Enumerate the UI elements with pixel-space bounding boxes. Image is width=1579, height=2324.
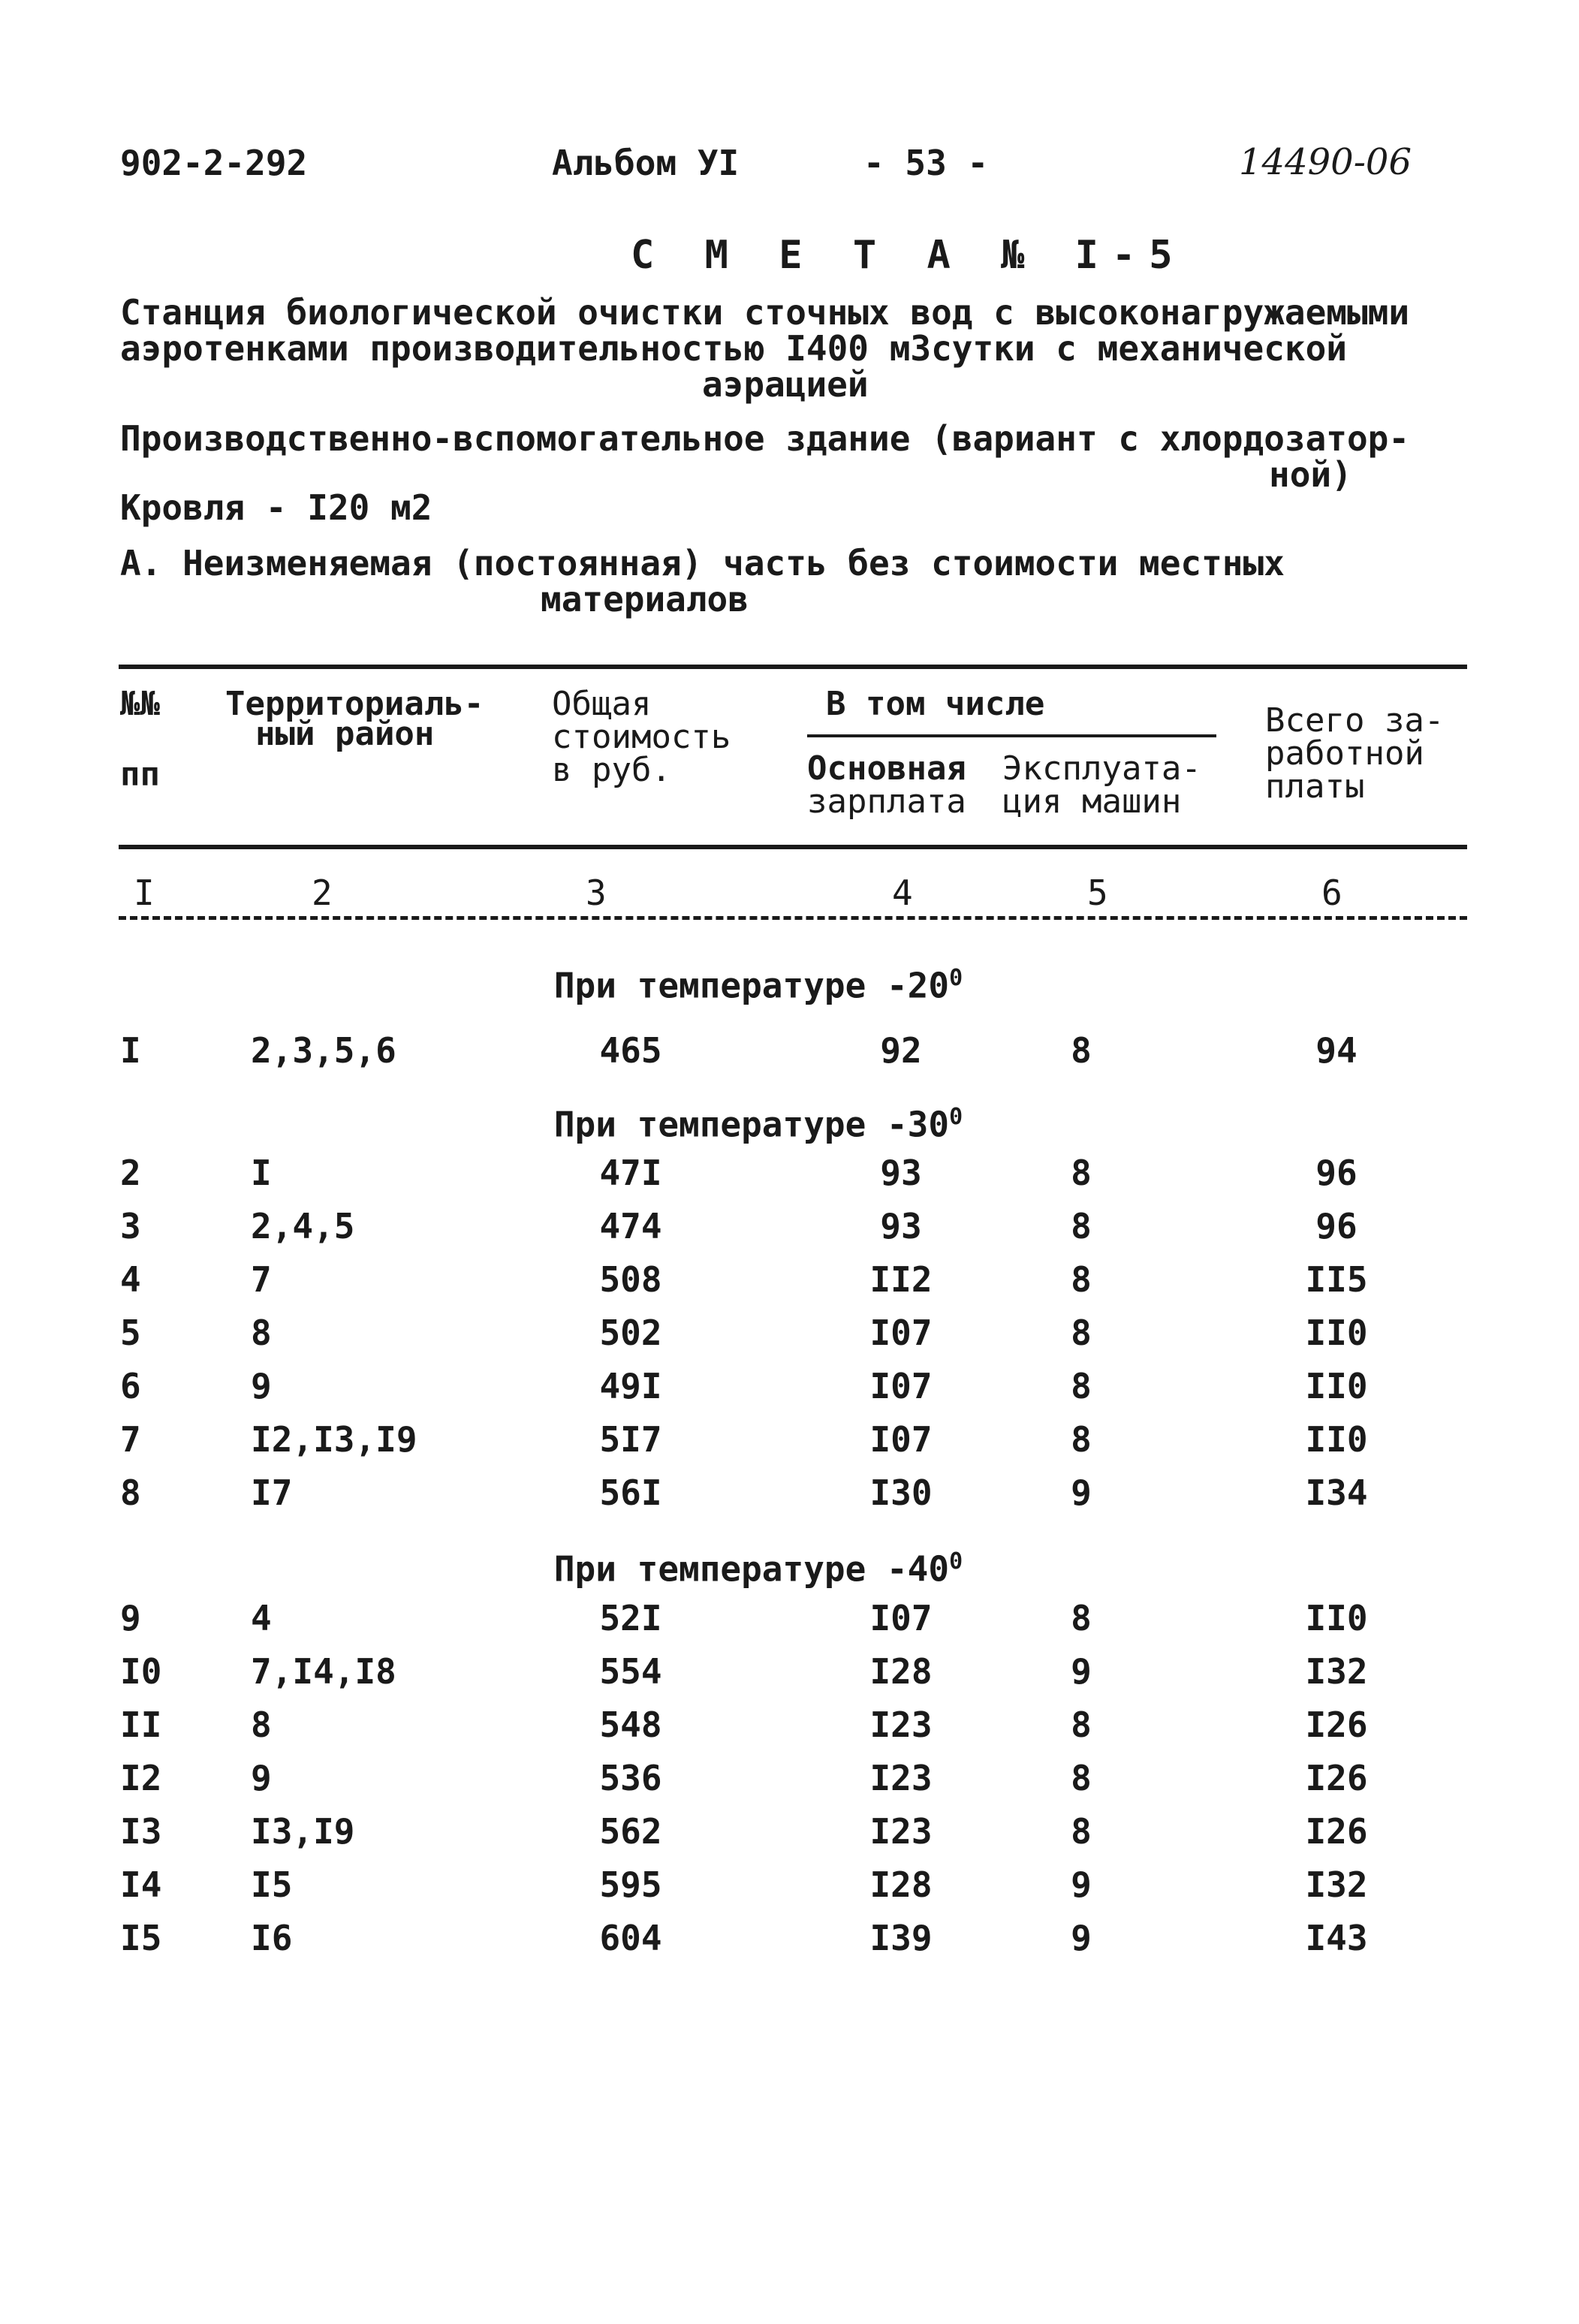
row-machines: 8 — [1071, 1206, 1092, 1246]
description-line-2: аэротенками производительностью I400 м3сутки с механической — [120, 328, 1347, 369]
row-machines: 8 — [1071, 1811, 1092, 1852]
col-head-region-2: ный район — [255, 715, 435, 753]
part-a-line-2: материалов — [541, 579, 749, 619]
row-total-cost: 52I — [599, 1598, 662, 1638]
col-head-region-1: Территориаль- — [225, 685, 484, 723]
col-number-3: 3 — [586, 873, 607, 913]
row-total-cost: 465 — [599, 1030, 662, 1071]
col-head-incl: В том числе — [826, 685, 1045, 723]
row-total-wage: 96 — [1315, 1206, 1358, 1246]
row-region: I — [251, 1153, 272, 1193]
row-region: 7,I4,I8 — [251, 1651, 396, 1692]
col-head-total-1: Общая — [552, 685, 652, 723]
row-wage: 92 — [880, 1030, 922, 1071]
incl-divider — [807, 734, 1216, 737]
row-num: 6 — [120, 1366, 141, 1406]
row-num: I5 — [120, 1918, 162, 1958]
col-head-machines-2: ция машин — [1002, 782, 1182, 821]
row-total-wage: II0 — [1305, 1366, 1368, 1406]
row-num: II — [120, 1705, 162, 1745]
col-head-total-wage-2: работной — [1265, 734, 1424, 773]
row-region: I6 — [251, 1918, 293, 1958]
header-bottom-rule — [119, 845, 1467, 849]
row-region: 9 — [251, 1758, 272, 1798]
row-total-cost: 49I — [599, 1366, 662, 1406]
row-machines: 8 — [1071, 1153, 1092, 1193]
row-total-cost: 536 — [599, 1758, 662, 1798]
row-num: I3 — [120, 1811, 162, 1852]
row-wage: I28 — [869, 1651, 933, 1692]
row-wage: 93 — [880, 1153, 922, 1193]
col-number-6: 6 — [1321, 873, 1342, 913]
row-machines: 8 — [1071, 1758, 1092, 1798]
row-wage: I07 — [869, 1598, 933, 1638]
row-total-wage: I43 — [1305, 1918, 1368, 1958]
row-region: 8 — [251, 1313, 272, 1353]
table-top-rule — [119, 665, 1467, 669]
col-head-total-2: стоимость — [552, 718, 731, 756]
row-region: 7 — [251, 1259, 272, 1300]
row-machines: 8 — [1071, 1259, 1092, 1300]
row-total-wage: 96 — [1315, 1153, 1358, 1193]
row-region: 2,4,5 — [251, 1206, 355, 1246]
col-number-1: I — [134, 873, 155, 913]
row-wage: I39 — [869, 1918, 933, 1958]
row-machines: 8 — [1071, 1419, 1092, 1460]
row-num: 7 — [120, 1419, 141, 1460]
row-region: 8 — [251, 1705, 272, 1745]
row-total-wage: I34 — [1305, 1472, 1368, 1513]
row-total-cost: 47I — [599, 1153, 662, 1193]
row-region: I7 — [251, 1472, 293, 1513]
row-total-wage: 94 — [1315, 1030, 1358, 1071]
description-line-1: Станция биологической очистки сточных вод с высоконагружаемыми — [120, 292, 1410, 333]
row-total-wage: II0 — [1305, 1313, 1368, 1353]
row-region: I5 — [251, 1864, 293, 1905]
row-wage: I23 — [869, 1705, 933, 1745]
row-num: I0 — [120, 1651, 162, 1692]
col-number-dashed-line — [119, 916, 1467, 920]
album-number: Альбом УI — [552, 143, 740, 183]
row-total-cost: 56I — [599, 1472, 662, 1513]
part-a-line-1: А. Неизменяемая (постоянная) часть без стоимости местных — [120, 543, 1285, 583]
row-machines: 8 — [1071, 1030, 1092, 1071]
row-num: I4 — [120, 1864, 162, 1905]
building-line-2: ной) — [1269, 454, 1352, 495]
section-heading-minus-20: При температуре $-20^0$ — [553, 965, 963, 1006]
row-wage: I07 — [869, 1313, 933, 1353]
col-head-wage-2: зарплата — [807, 782, 966, 821]
row-num: I — [120, 1030, 141, 1071]
row-total-cost: 548 — [599, 1705, 662, 1745]
row-total-cost: 595 — [599, 1864, 662, 1905]
row-machines: 9 — [1071, 1918, 1092, 1958]
section-heading-minus-40: При температуре $-40^0$ — [553, 1548, 963, 1590]
col-number-5: 5 — [1087, 873, 1108, 913]
row-total-cost: 604 — [599, 1918, 662, 1958]
roof-line: Кровля - I20 м2 — [120, 487, 432, 528]
row-total-wage: II5 — [1305, 1259, 1368, 1300]
row-num: 8 — [120, 1472, 141, 1513]
row-wage: I28 — [869, 1864, 933, 1905]
row-total-cost: 502 — [599, 1313, 662, 1353]
col-head-total-wage-3: платы — [1265, 767, 1365, 806]
col-head-machines-1: Эксплуата- — [1002, 749, 1201, 788]
row-machines: 8 — [1071, 1366, 1092, 1406]
section-heading-minus-30: При температуре $-30^0$ — [553, 1104, 963, 1145]
row-wage: I23 — [869, 1758, 933, 1798]
col-number-2: 2 — [312, 873, 333, 913]
row-region: 4 — [251, 1598, 272, 1638]
row-total-cost: 474 — [599, 1206, 662, 1246]
row-total-cost: 562 — [599, 1811, 662, 1852]
row-total-wage: I26 — [1305, 1811, 1368, 1852]
row-total-cost: 5I7 — [599, 1419, 662, 1460]
col-head-wage-1: Основная — [807, 749, 966, 788]
row-region: 2,3,5,6 — [251, 1030, 396, 1071]
row-total-wage: I26 — [1305, 1705, 1368, 1745]
row-region: I3,I9 — [251, 1811, 355, 1852]
row-total-wage: I32 — [1305, 1651, 1368, 1692]
col-head-num-1: №№ — [120, 685, 160, 723]
row-wage: I30 — [869, 1472, 933, 1513]
description-line-3: аэрацией — [702, 364, 869, 405]
row-wage: 93 — [880, 1206, 922, 1246]
row-total-wage: I26 — [1305, 1758, 1368, 1798]
building-line-1: Производственно-вспомогательное здание (вариант с хлордозатор- — [120, 418, 1410, 459]
row-num: 3 — [120, 1206, 141, 1246]
col-head-total-wage-1: Всего за- — [1265, 701, 1445, 740]
row-total-cost: 508 — [599, 1259, 662, 1300]
row-wage: I07 — [869, 1366, 933, 1406]
row-wage: I23 — [869, 1811, 933, 1852]
row-num: I2 — [120, 1758, 162, 1798]
row-region: 9 — [251, 1366, 272, 1406]
row-num: 4 — [120, 1259, 141, 1300]
col-number-4: 4 — [892, 873, 913, 913]
row-machines: 9 — [1071, 1472, 1092, 1513]
col-head-num-2: пп — [120, 755, 160, 794]
row-total-wage: I32 — [1305, 1864, 1368, 1905]
inventory-number: 14490-06 — [1239, 141, 1412, 183]
row-total-wage: II0 — [1305, 1419, 1368, 1460]
row-total-wage: II0 — [1305, 1598, 1368, 1638]
row-machines: 9 — [1071, 1864, 1092, 1905]
row-wage: II2 — [869, 1259, 933, 1300]
row-machines: 8 — [1071, 1598, 1092, 1638]
row-machines: 8 — [1071, 1313, 1092, 1353]
row-machines: 9 — [1071, 1651, 1092, 1692]
row-num: 9 — [120, 1598, 141, 1638]
col-head-total-3: в руб. — [552, 751, 671, 789]
row-num: 5 — [120, 1313, 141, 1353]
page-number: - 53 - — [863, 143, 989, 183]
row-region: I2,I3,I9 — [251, 1419, 417, 1460]
row-machines: 8 — [1071, 1705, 1092, 1745]
estimate-title: С М Е Т А № I-5 — [631, 233, 1186, 278]
document-code: 902-2-292 — [120, 143, 308, 183]
row-num: 2 — [120, 1153, 141, 1193]
row-total-cost: 554 — [599, 1651, 662, 1692]
row-wage: I07 — [869, 1419, 933, 1460]
